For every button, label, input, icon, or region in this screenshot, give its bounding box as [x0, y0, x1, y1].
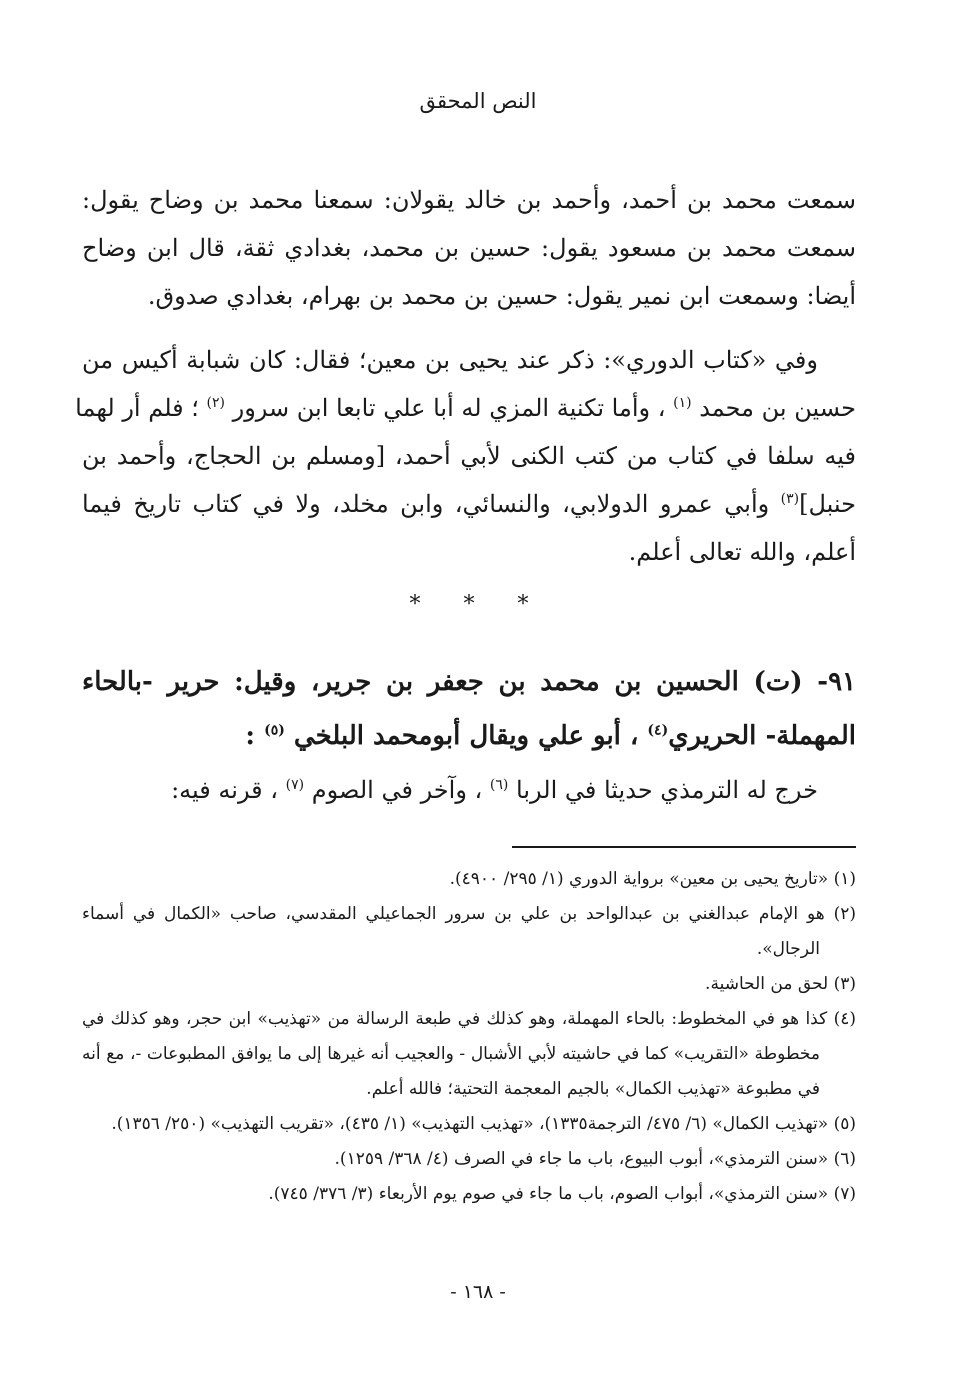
text-line: أيضا: وسمعت ابن نمير يقول: حسين بن محمد بن بهرام، بغدادي صدوق.	[147, 282, 856, 310]
text-segment: :	[245, 721, 256, 751]
footnotes-section	[82, 862, 856, 1212]
entry-text	[82, 766, 856, 814]
footnote-4: (٤) كذا هو في المخطوط: بالحاء المهملة، وهو كذلك في طبعة الرسالة من «تهذيب» ابن حجر، وهو كذلك في مخطوطة «التقريب» كما في حاشيته لأبي الأشبال - والعجيب أنه غيرها إلى ما يوافق المطبوعات -، مع أنه في مطبوعة «تهذيب الكمال» بالجيم المعجمة التحتية؛ فالله أعلم.	[82, 1009, 856, 1099]
footnote-marker[interactable]: (٥)	[264, 722, 285, 739]
text-segment: المهملة- الحريري	[668, 721, 856, 751]
footnote-marker[interactable]: (٢)	[206, 395, 225, 411]
text-segment: حسين بن محمد	[699, 394, 856, 422]
running-head: النص المحقق	[419, 89, 537, 113]
footnote-marker[interactable]: (٣)	[780, 491, 800, 507]
text-segment: ؛ فلم أر لهما	[75, 394, 199, 422]
footnote-5: (٥) «تهذيب الكمال» (٦/ ٤٧٥/ الترجمة١٣٣٥)، «تهذيب التهذيب» (١/ ٤٣٥)، «تقريب التهذيب» (٢٥٠/ ١٣٥٦).	[111, 1114, 856, 1134]
text-line: سمعت محمد بن أحمد، وأحمد بن خالد يقولان: سمعنا محمد بن وضاح يقول:	[82, 186, 856, 214]
heading-line	[82, 709, 856, 763]
footnote-6: (٦) «سنن الترمذي»، أبوب البيوع، باب ما جاء في الصرف (٤/ ٣٦٨/ ١٢٥٩).	[334, 1149, 856, 1169]
footnote-1: (١) «تاريخ يحيى بن معين» برواية الدوري (١/ ٢٩٥/ ٤٩٠٠).	[449, 869, 856, 889]
text-line: سمعت محمد بن مسعود يقول: حسين بن محمد، بغدادي ثقة، قال ابن وضاح	[82, 234, 856, 262]
heading-line: ٩١- (ت) الحسين بن محمد بن جعفر بن جرير، وقيل: حرير -بالحاء	[82, 667, 856, 697]
text-segment: ، قرنه فيه:	[171, 776, 279, 804]
section-separator-stars: * * *	[409, 592, 547, 617]
text-segment: حنبل]	[799, 490, 856, 518]
footnote-2: (٢) هو الإمام عبدالغني بن عبدالواحد بن علي بن سرور الجماعيلي المقدسي، صاحب «الكمال في أسماء الرجال».	[82, 904, 856, 959]
text-line	[75, 384, 856, 432]
paragraph-kitab-al-duri	[75, 336, 856, 576]
paragraph-chain-of-narration	[82, 176, 856, 320]
text-line: فيه سلفا في كتاب من كتب الكنى لأبي أحمد، [ومسلم بن الحجاج، وأحمد بن	[82, 442, 856, 470]
text-line	[82, 480, 856, 528]
footnote-3: (٣) لحق من الحاشية.	[705, 974, 856, 994]
entry-heading	[82, 655, 856, 763]
footnote-divider	[512, 846, 856, 848]
footnote-marker[interactable]: (٧)	[285, 777, 305, 793]
text-segment: وأبي عمرو الدولابي، والنسائي، وابن مخلد، ولا في كتاب تاريخ فيما	[82, 490, 770, 518]
text-segment: ، وأما تكنية المزي له أبا علي تابعا ابن سرور	[232, 394, 666, 422]
text-segment: خرج له الترمذي حديثا في الربا	[516, 776, 818, 804]
text-segment: ، وآخر في الصوم	[311, 776, 483, 804]
footnote-7: (٧) «سنن الترمذي»، أبواب الصوم، باب ما جاء في صوم يوم الأربعاء (٣/ ٣٧٦/ ٧٤٥).	[268, 1184, 856, 1204]
text-line: وفي «كتاب الدوري»: ذكر عند يحيى بن معين؛ فقال: كان شبابة أكيس من	[82, 346, 818, 374]
text-segment: ، أبو علي ويقال أبومحمد البلخي	[293, 721, 639, 751]
footnote-marker[interactable]: (٤)	[647, 722, 669, 739]
page-number: - ١٦٨ -	[450, 1281, 506, 1303]
text-line: أعلم، والله تعالى أعلم.	[628, 538, 856, 566]
footnote-marker[interactable]: (٦)	[489, 777, 509, 793]
footnote-marker[interactable]: (١)	[673, 395, 692, 411]
